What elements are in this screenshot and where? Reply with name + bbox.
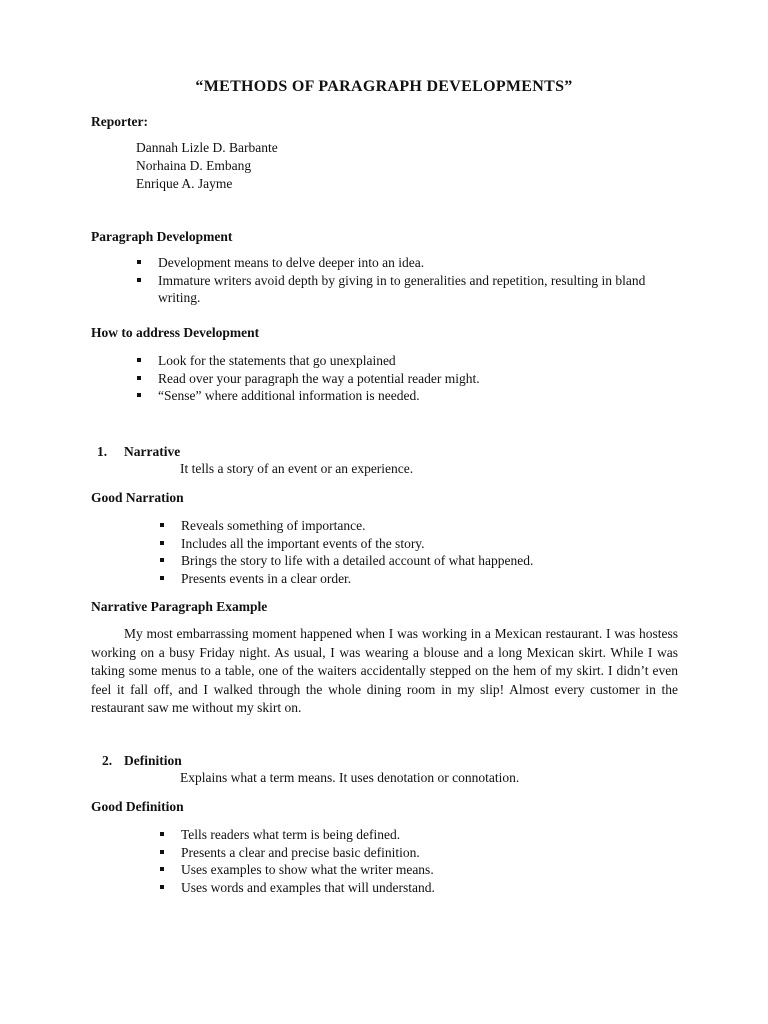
- narrative-example-paragraph: My most embarrassing moment happened when I was working in a Mexican restaurant. I was hostess working on a busy Friday night. As usual, I was wearing a blouse and a long Mexican skirt. While I was taking some menus to a table, one of the waiters accidentally stepped on the hem of my skirt. I didn’t even feel it fall off, and I walked through the whole dining room in my slip! Almost every customer in the restaurant saw me without my skirt on.: [91, 626, 678, 715]
- paragraph-development-list: [134, 254, 674, 307]
- address-development-list: [134, 352, 674, 405]
- address-development-heading: How to address Development: [91, 325, 260, 340]
- list-item: Look for the statements that go unexplained: [134, 352, 674, 370]
- list-item: Read over your paragraph the way a potential reader might.: [134, 370, 674, 388]
- paragraph-development-heading: Paragraph Development: [91, 229, 233, 244]
- list-item: Immature writers avoid depth by giving in to generalities and repetition, resulting in bland writing.: [134, 272, 674, 307]
- section-number: 2.: [102, 753, 113, 768]
- reporter-name: Enrique A. Jayme: [136, 176, 233, 191]
- list-item: “Sense” where additional information is needed.: [134, 387, 674, 405]
- reporter-label: Reporter:: [91, 114, 148, 129]
- list-item: Uses examples to show what the writer means.: [157, 861, 677, 879]
- list-item: Reveals something of importance.: [157, 517, 677, 535]
- reporter-name: Dannah Lizle D. Barbante: [136, 140, 278, 155]
- good-definition-list: [157, 826, 677, 896]
- document-title: “METHODS OF PARAGRAPH DEVELOPMENTS”: [195, 78, 573, 95]
- reporter-list: [136, 139, 278, 193]
- section-number: 1.: [97, 444, 108, 459]
- narrative-example-heading: Narrative Paragraph Example: [91, 599, 268, 614]
- good-narration-list: [157, 517, 677, 587]
- list-item: Presents events in a clear order.: [157, 570, 677, 588]
- list-item: Development means to delve deeper into an idea.: [134, 254, 674, 272]
- list-item: Presents a clear and precise basic definition.: [157, 844, 677, 862]
- good-narration-heading: Good Narration: [91, 490, 184, 505]
- list-item: Includes all the important events of the story.: [157, 535, 677, 553]
- narrative-heading: Narrative: [124, 444, 181, 459]
- narrative-description: It tells a story of an event or an experience.: [180, 461, 414, 476]
- list-item: Uses words and examples that will understand.: [157, 879, 677, 897]
- list-item: Tells readers what term is being defined.: [157, 826, 677, 844]
- reporter-name: Norhaina D. Embang: [136, 158, 252, 173]
- good-definition-heading: Good Definition: [91, 799, 184, 814]
- definition-description: Explains what a term means. It uses denotation or connotation.: [180, 770, 520, 785]
- definition-heading: Definition: [124, 753, 182, 768]
- list-item: Brings the story to life with a detailed account of what happened.: [157, 552, 677, 570]
